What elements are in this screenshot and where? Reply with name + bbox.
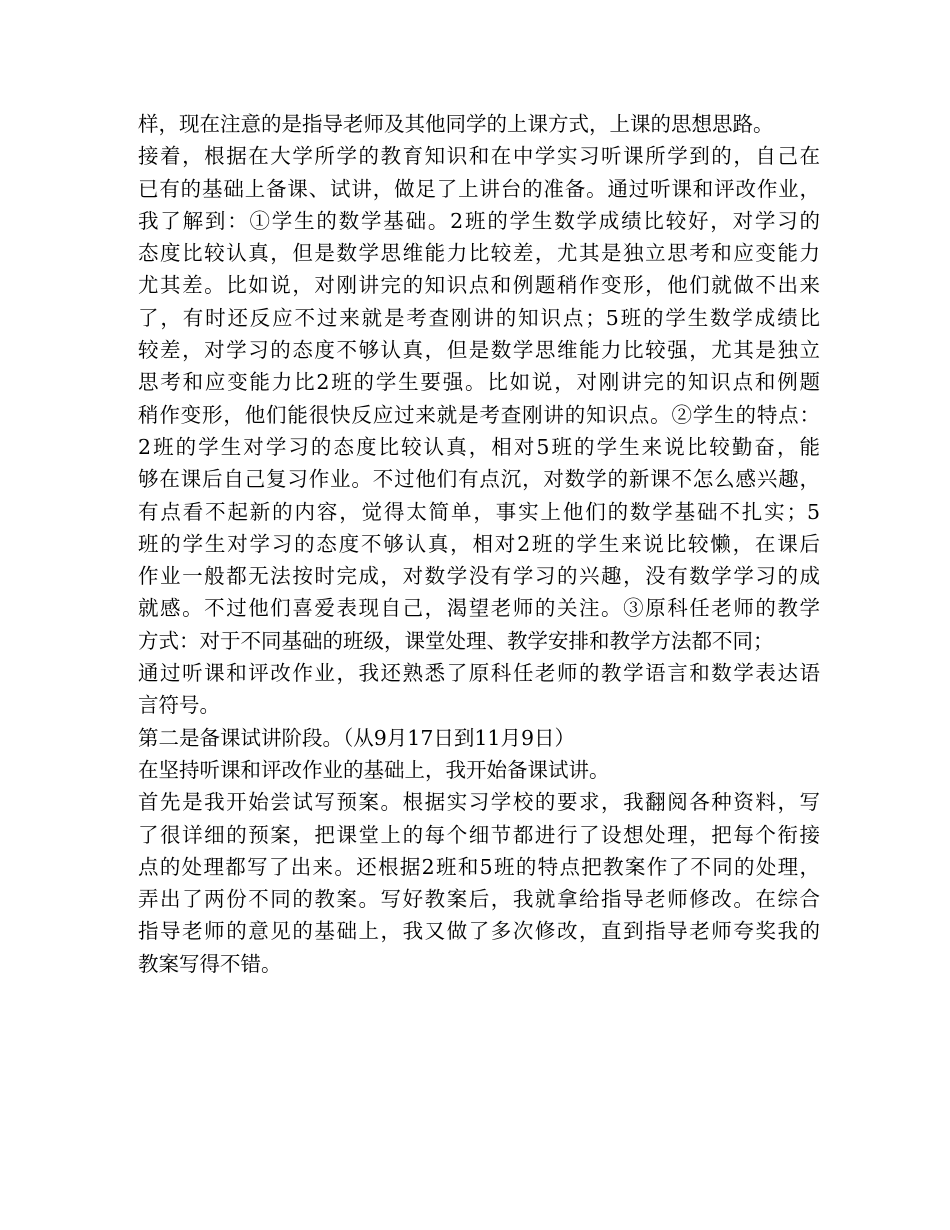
text-line: 班的学生对学习的态度不够认真，相对2班的学生来说比较懒，在课后	[138, 531, 820, 556]
text-line: 样，现在注意的是指导老师及其他同学的上课方式，上课的思想思路。	[138, 112, 774, 136]
text-line: 弄出了两份不同的教案。写好教案后，我就拿给指导老师修改。在综合	[138, 887, 820, 912]
text-line: 够在课后自己复习作业。不过他们有点沉，对数学的新课不怎么感兴趣，	[138, 467, 820, 492]
text-line: 我了解到：①学生的数学基础。2班的学生数学成绩比较好，对学习的	[138, 208, 820, 233]
text-line: 稍作变形，他们能很快反应过来就是考查刚讲的知识点。②学生的特点：	[138, 402, 820, 427]
text-line: 了很详细的预案，把课堂上的每个细节都进行了设想处理，把每个衔接	[138, 822, 820, 847]
text-line: 思考和应变能力比2班的学生要强。比如说，对刚讲完的知识点和例题	[138, 370, 820, 395]
text-line: 已有的基础上备课、试讲，做足了上讲台的准备。通过听课和评改作业，	[138, 176, 820, 201]
text-line: 方式：对于不同基础的班级，课堂处理、教学安排和教学方法都不同；	[138, 628, 774, 653]
text-line: 通过听课和评改作业，我还熟悉了原科任老师的教学语言和数学表达语	[138, 661, 820, 686]
text-line: 指导老师的意见的基础上，我又做了多次修改，直到指导老师夸奖我的	[138, 919, 820, 944]
text-line: 态度比较认真，但是数学思维能力比较差，尤其是独立思考和应变能力	[138, 241, 820, 266]
text-line: 了，有时还反应不过来就是考查刚讲的知识点；5班的学生数学成绩比	[138, 305, 820, 330]
text-line: 2班的学生对学习的态度比较认真，相对5班的学生来说比较勤奋，能	[138, 434, 820, 459]
text-line: 首先是我开始尝试写预案。根据实习学校的要求，我翻阅各种资料，写	[138, 790, 820, 815]
text-line: 较差，对学习的态度不够认真，但是数学思维能力比较强，尤其是独立	[138, 338, 820, 363]
text-line: 接着，根据在大学所学的教育知识和在中学实习听课所学到的，自己在	[138, 144, 820, 169]
text-line: 就感。不过他们喜爱表现自己，渴望老师的关注。③原科任老师的教学	[138, 596, 820, 621]
text-line: 点的处理都写了出来。还根据2班和5班的特点把教案作了不同的处理，	[138, 854, 820, 879]
text-line: 在坚持听课和评改作业的基础上，我开始备课试讲。	[138, 757, 610, 782]
text-line: 作业一般都无法按时完成，对数学没有学习的兴趣，没有数学学习的成	[138, 564, 820, 589]
text-line: 教案写得不错。	[138, 951, 282, 976]
text-line: 言符号。	[138, 693, 220, 718]
text-line: 尤其差。比如说，对刚讲完的知识点和例题稍作变形，他们就做不出来	[138, 273, 820, 298]
text-line: 有点看不起新的内容，觉得太简单，事实上他们的数学基础不扎实；5	[138, 499, 820, 524]
document-body	[138, 108, 820, 980]
text-line: 第二是备课试讲阶段。（从9月17日到11月9日）	[138, 725, 576, 750]
